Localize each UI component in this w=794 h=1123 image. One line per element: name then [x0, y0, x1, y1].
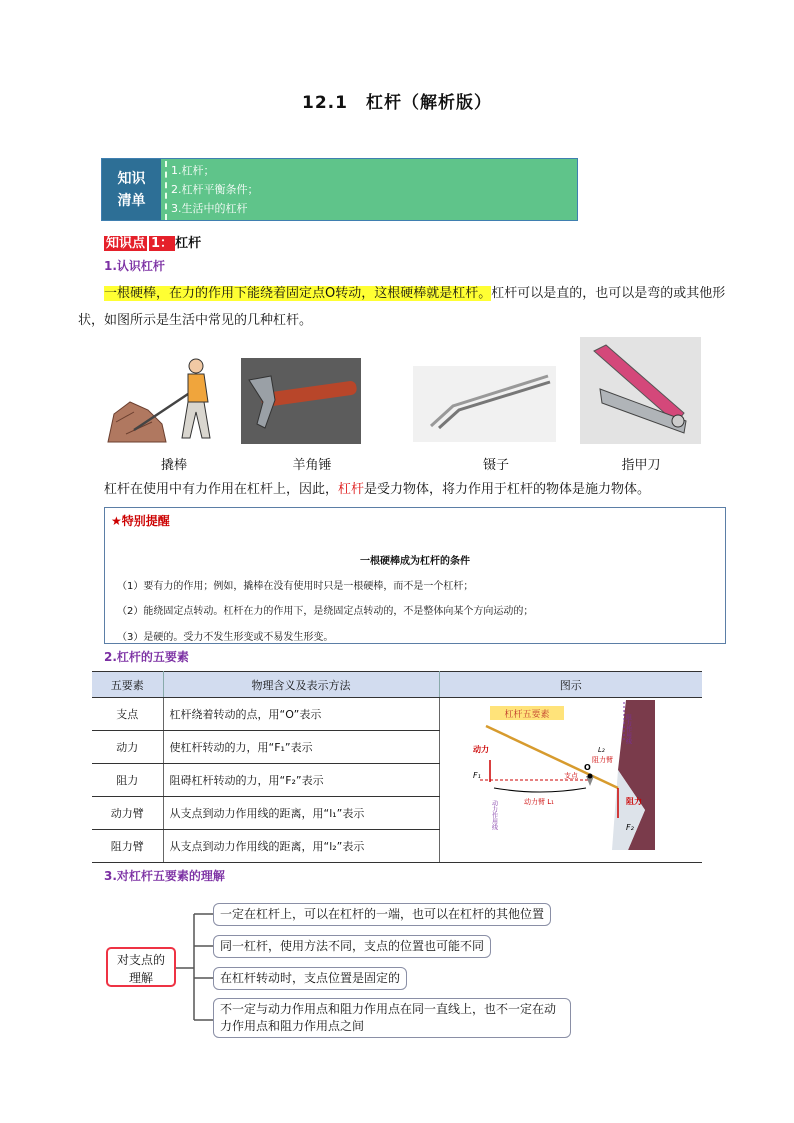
knowledge-item: 3.生活中的杠杆 — [171, 202, 248, 215]
mind-map-node: 一定在杠杆上，可以在杠杆的一端，也可以在杠杆的其他位置 — [213, 903, 551, 926]
mind-map-connectors — [176, 910, 216, 1030]
element-name: 动力 — [92, 731, 163, 764]
resistance-arm-label: 阻力臂 — [591, 756, 613, 764]
force-paragraph — [104, 476, 754, 503]
mind-map-root — [106, 947, 176, 987]
reminder-title: ★特别提醒 — [111, 514, 170, 528]
tag-line-2: 清单 — [117, 192, 146, 209]
knowledge-list-tag — [102, 159, 161, 220]
definition-rest: 杠杆可以是直的，也可以是弯的或其他形状，如图所示是生活中常见的几种杠杆。 — [78, 286, 726, 328]
element-name: 支点 — [92, 698, 163, 731]
l2-label: L₂ — [597, 746, 605, 754]
diagram-title: 杠杆五要素 — [504, 710, 550, 720]
mind-map-node: 同一杠杆，使用方法不同，支点的位置也可能不同 — [213, 935, 491, 958]
section-heading-2: 2.杠杆的五要素 — [104, 650, 189, 664]
mind-map-node: 在杠杆转动时，支点位置是固定的 — [213, 967, 407, 990]
o-label: O — [583, 763, 591, 772]
force-text-a: 杠杆在使用中有力作用在杠杆上，因此， — [104, 482, 339, 497]
f2-label: F₂ — [625, 823, 634, 832]
effort-line-label: 动力作用线 — [490, 800, 498, 830]
table-header: 图示 — [439, 672, 702, 698]
knowledge-point-heading — [104, 232, 201, 251]
mind-map-node: 不一定与动力作用点和阻力作用点在同一直线上，也不一定在动力作用点和阻力作用点之间 — [213, 998, 571, 1038]
element-name: 阻力臂 — [92, 830, 163, 863]
section-heading-3: 3.对杠杆五要素的理解 — [104, 869, 225, 883]
crowbar-image — [104, 352, 216, 446]
lever-diagram — [440, 700, 702, 860]
table-header: 物理含义及表示方法 — [163, 672, 439, 698]
definition-highlight: 一根硬棒，在力的作用下能绕着固定点O转动，这根硬棒就是杠杆。 — [104, 286, 492, 301]
element-name: 阻力 — [92, 764, 163, 797]
resistance-label: 阻力 — [625, 797, 642, 806]
fulcrum-point — [587, 774, 592, 779]
knowledge-list-items — [165, 161, 577, 220]
knowledge-point-tag: 知识点 — [106, 236, 146, 251]
tag-line-1: 知识 — [117, 170, 146, 187]
knowledge-item: 1.杠杆； — [171, 164, 215, 177]
knowledge-list-box — [101, 158, 578, 221]
table-header-row — [92, 672, 702, 698]
page-title: 12.1 杠杆（解析版） — [302, 93, 492, 113]
element-desc: 阻碍杠杆转动的力，用“F₂”表示 — [163, 764, 439, 797]
caption-nail-clipper: 指甲刀 — [621, 458, 661, 473]
caption-hammer: 羊角锤 — [292, 458, 332, 473]
force-text-b: 是受力物体，将力作用于杠杆的物体是施力物体。 — [364, 482, 651, 497]
effort-arm-brace — [494, 788, 586, 792]
table-row — [92, 698, 702, 731]
caption-crowbar: 撬棒 — [160, 458, 187, 473]
knowledge-point-num: 1： — [151, 236, 174, 251]
resistance-line-label: 阻力作用线 — [624, 714, 632, 744]
knowledge-item: 2.杠杆平衡条件； — [171, 183, 259, 196]
table-header: 五要素 — [92, 672, 163, 698]
reminder-item: （3）是硬的。受力不发生形变或不易发生形变。 — [117, 632, 334, 643]
element-desc: 从支点到动力作用线的距离，用“l₂”表示 — [163, 830, 439, 863]
caption-tweezers: 镊子 — [482, 458, 509, 473]
element-desc: 杠杆绕着转动的点，用“O”表示 — [163, 698, 439, 731]
fulcrum-label: 支点 — [563, 772, 578, 780]
reminder-item: （1）要有力的作用；例如，撬棒在没有使用时只是一根硬棒，而不是一个杠杆； — [117, 581, 474, 592]
reminder-subtitle: 一根硬棒成为杠杆的条件 — [360, 556, 470, 567]
element-desc: 使杠杆转动的力，用“F₁”表示 — [163, 731, 439, 764]
lever-definition — [78, 280, 728, 334]
five-elements-table — [92, 671, 702, 863]
reminder-item: （2）能绕固定点转动。杠杆在力的作用下，是绕固定点转动的，不是整体向某个方向运动的； — [117, 606, 534, 617]
effort-arm-label: 动力臂 L₁ — [523, 798, 554, 806]
element-desc: 从支点到动力作用线的距离，用“l₁”表示 — [163, 797, 439, 830]
special-reminder-box — [104, 507, 726, 644]
claw-hammer-image — [241, 358, 361, 444]
mind-map-root-label: 对支点的理解 — [116, 953, 165, 985]
force-text-red: 杠杆 — [338, 482, 365, 497]
f1-label: F₁ — [472, 771, 481, 780]
knowledge-point-name: 杠杆 — [175, 236, 202, 251]
effort-label: 动力 — [472, 745, 489, 754]
tweezers-image — [413, 366, 556, 442]
section-heading-1: 1.认识杠杆 — [104, 259, 165, 273]
nail-clipper-image — [580, 337, 701, 444]
element-name: 动力臂 — [92, 797, 163, 830]
lever-diagram-cell — [439, 698, 702, 863]
